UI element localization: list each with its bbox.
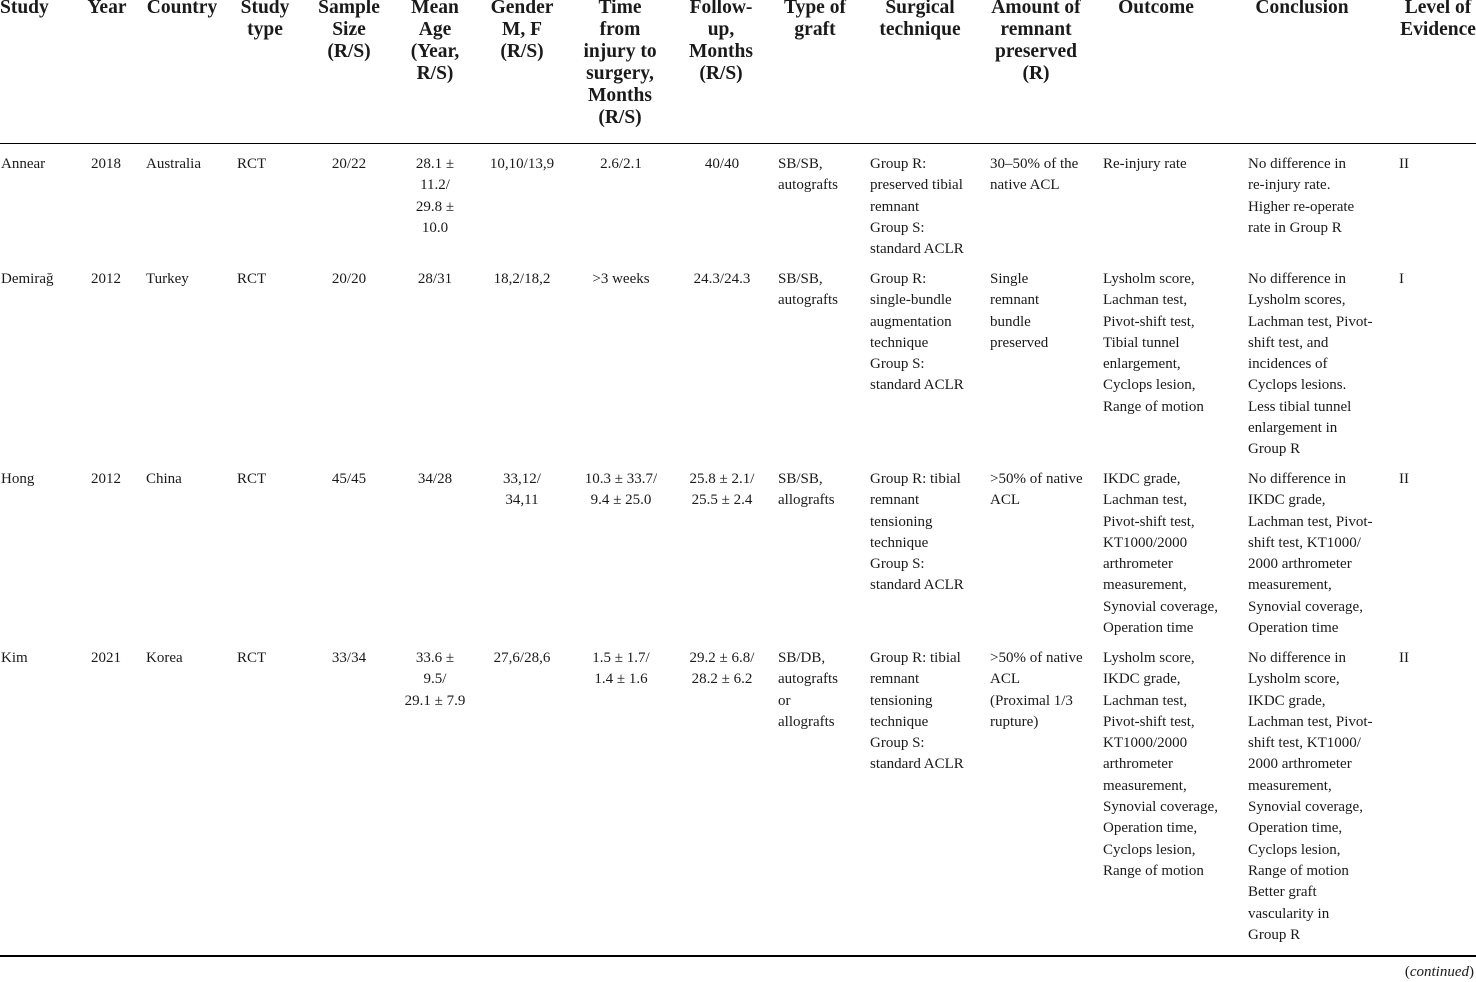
cell-line: Lachman test, [1103, 492, 1188, 509]
cell-line: No difference in [1248, 471, 1347, 487]
cell-line: allografts [778, 492, 835, 509]
cell-line: Group S: [870, 219, 925, 236]
header-graft [772, 0, 858, 41]
cell-line: Operation time, [1103, 820, 1198, 837]
cell-technique [870, 469, 964, 597]
header-line: Conclusion [1255, 0, 1349, 18]
cell-line: Lysholm score, [1103, 271, 1195, 287]
cell-study [1, 269, 53, 290]
header-remnant [984, 0, 1088, 85]
cell-line: autografts [778, 292, 838, 309]
cell-line: 34,11 [505, 492, 539, 509]
cell-line: 29.1 ± 7.9 [404, 692, 466, 709]
cell-remnant [990, 648, 1083, 733]
cell-country [146, 648, 183, 669]
cell-line: Synovial coverage, [1103, 598, 1218, 615]
cell-line: Lachman test, [1103, 692, 1188, 709]
cell-gender [482, 648, 562, 669]
cell-line: Pivot-shift test, [1103, 513, 1195, 530]
cell-line: IKDC grade, [1103, 671, 1181, 688]
header-follow-up [680, 0, 762, 85]
cell-line: Synovial coverage, [1248, 799, 1363, 816]
cell-line: Group R [1248, 926, 1301, 943]
cell-line: SB/SB, [778, 471, 823, 487]
cell-line: Hong [1, 471, 35, 487]
cell-line: arthrometer [1103, 756, 1173, 773]
cell-mean-age [396, 154, 474, 239]
cell-follow-up [680, 154, 764, 175]
cell-line: standard ACLR [870, 756, 964, 773]
cell-time-injury [574, 648, 668, 691]
cell-line: 25.8 ± 2.1/ [689, 471, 755, 487]
cell-evidence [1399, 469, 1409, 490]
cell-line: enlargement, [1103, 356, 1181, 373]
header-time-injury [574, 0, 666, 129]
header-outcome [1096, 0, 1216, 19]
cell-line: Demirağ [1, 271, 54, 287]
cell-line: Group R: [870, 156, 927, 172]
cell-study-type [237, 469, 266, 490]
cell-line: Operation time [1103, 620, 1194, 637]
cell-line: shift test, KT1000/ [1248, 735, 1361, 752]
header-line: Year [87, 0, 127, 18]
cell-line: >3 weeks [592, 271, 650, 287]
cell-country [146, 469, 182, 490]
cell-line: Australia [146, 156, 201, 172]
header-mean-age [400, 0, 470, 85]
header-line: (R/S) [500, 41, 544, 62]
cell-study-type [237, 154, 266, 175]
header-line: Study [240, 0, 290, 18]
cell-line: Cyclops lesions. [1248, 377, 1347, 394]
header-line: R/S) [416, 63, 454, 84]
cell-line: measurement, [1248, 577, 1332, 594]
cell-line: Kim [1, 650, 28, 666]
cell-line: 45/45 [331, 471, 367, 487]
cell-line: 29.2 ± 6.8/ [689, 650, 755, 666]
cell-line: rupture) [990, 713, 1039, 730]
cell-line: Group R [1248, 441, 1301, 458]
cell-year [82, 154, 130, 175]
cell-country [146, 269, 189, 290]
header-line: from [599, 19, 641, 40]
cell-line: 2000 arthrometer [1248, 556, 1352, 573]
header-line: (R) [1022, 63, 1050, 84]
cell-line: IKDC grade, [1248, 492, 1326, 509]
cell-line: 10.3 ± 33.7/ [584, 471, 658, 487]
cell-line: Single [990, 271, 1029, 287]
cell-line: standard ACLR [870, 577, 964, 594]
cell-line: SB/DB, [778, 650, 826, 666]
cell-line: RCT [237, 271, 267, 287]
header-line: Follow- [689, 0, 753, 18]
cell-line: 20/22 [331, 156, 367, 172]
cell-evidence [1399, 154, 1409, 175]
cell-line: preserved [990, 334, 1049, 351]
header-line: preserved [995, 41, 1077, 62]
header-year [84, 0, 130, 19]
cell-line: 33,12/ [503, 471, 541, 487]
cell-mean-age [396, 469, 474, 490]
cell-line: China [146, 471, 182, 487]
cell-mean-age [396, 269, 474, 290]
cell-line: Range of motion [1248, 862, 1349, 879]
header-line: injury to [583, 41, 657, 62]
cell-line: >50% of native [990, 471, 1083, 487]
cell-line: tensioning [870, 513, 933, 530]
cell-line: Lachman test, Pivot- [1248, 713, 1373, 730]
cell-line: technique [870, 713, 929, 730]
header-study [0, 0, 60, 19]
header-line: Time [598, 0, 642, 18]
cell-graft [778, 648, 838, 733]
cell-line: shift test, and [1248, 334, 1329, 351]
cell-line: SB/SB, [778, 156, 823, 172]
cell-graft [778, 154, 838, 197]
cell-sample-size [312, 648, 386, 669]
cell-line: preserved tibial [870, 177, 963, 194]
cell-line: arthrometer [1103, 556, 1173, 573]
cell-year [82, 469, 130, 490]
cell-line: technique [870, 534, 929, 551]
cell-line: standard ACLR [870, 377, 964, 394]
cell-outcome [1103, 154, 1187, 175]
cell-conclusion [1248, 648, 1373, 946]
cell-line: Pivot-shift test, [1103, 313, 1195, 330]
cell-line: Lysholm score, [1103, 650, 1195, 666]
header-technique [862, 0, 978, 41]
cell-line: Better graft [1248, 884, 1317, 901]
cell-gender [482, 154, 562, 175]
cell-line: IKDC grade, [1103, 471, 1181, 487]
cell-line: incidences of [1248, 356, 1328, 373]
cell-line: Group R: tibial [870, 471, 961, 487]
cell-evidence [1399, 269, 1404, 290]
cell-evidence [1399, 648, 1409, 669]
cell-line: 2000 arthrometer [1248, 756, 1352, 773]
cell-line: 9.5/ [423, 671, 447, 688]
cell-line: 10.0 [421, 219, 449, 236]
cell-line: SB/SB, [778, 271, 823, 287]
cell-line: Group R: [870, 271, 927, 287]
header-line: Evidence [1400, 19, 1476, 40]
cell-line: Cyclops lesion, [1248, 841, 1341, 858]
cell-line: 40/40 [704, 156, 740, 172]
cell-line: Operation time, [1248, 820, 1343, 837]
cell-line: vascularity in [1248, 905, 1330, 922]
cell-line: RCT [237, 156, 267, 172]
cell-line: native ACL [990, 177, 1060, 194]
cell-line: technique [870, 334, 929, 351]
cell-outcome [1103, 469, 1218, 639]
cell-time-injury [574, 154, 668, 175]
cell-line: Higher re-operate [1248, 198, 1355, 215]
cell-line: II [1399, 650, 1409, 666]
cell-conclusion [1248, 469, 1373, 639]
cell-study-type [237, 648, 266, 669]
cell-line: Lachman test, Pivot- [1248, 313, 1373, 330]
cell-line: I [1399, 271, 1404, 287]
header-line: Gender [490, 0, 554, 18]
cell-line: 2012 [91, 271, 121, 287]
cell-follow-up [680, 469, 764, 512]
cell-line: 2012 [91, 471, 121, 487]
cell-study [1, 648, 28, 669]
cell-follow-up [680, 648, 764, 691]
cell-line: Cyclops lesion, [1103, 377, 1196, 394]
cell-line: 11.2/ [420, 177, 450, 194]
header-line: M, F [501, 19, 543, 40]
header-line: technique [879, 19, 961, 40]
cell-line: Operation time [1248, 620, 1339, 637]
cell-outcome [1103, 648, 1218, 882]
cell-line: ACL [990, 671, 1020, 688]
cell-line: Group R: tibial [870, 650, 961, 666]
cell-line: Lysholm score, [1248, 671, 1340, 688]
cell-line: Group S: [870, 735, 925, 752]
cell-country [146, 154, 201, 175]
cell-technique [870, 269, 964, 397]
cell-line: shift test, KT1000/ [1248, 534, 1361, 551]
cell-line: 2018 [91, 156, 121, 172]
cell-line: KT1000/2000 [1103, 735, 1188, 752]
header-country [140, 0, 224, 19]
header-line: Sample [318, 0, 380, 18]
cell-line: standard ACLR [870, 241, 964, 258]
cell-line: No difference in [1248, 650, 1347, 666]
cell-study [1, 154, 45, 175]
cell-remnant [990, 154, 1078, 197]
header-line: surgery, [586, 63, 654, 84]
cell-line: Pivot-shift test, [1103, 713, 1195, 730]
cell-line: 20/20 [331, 271, 367, 287]
header-rule [0, 143, 1476, 144]
cell-line: >50% of native [990, 650, 1083, 666]
cell-line: re-injury rate. [1248, 177, 1331, 194]
cell-line: Synovial coverage, [1103, 799, 1218, 816]
cell-line: 28.1 ± [415, 156, 455, 172]
header-line: Country [146, 0, 218, 18]
cell-year [82, 269, 130, 290]
cell-line: 28.2 ± 6.2 [691, 671, 753, 688]
cell-line: Lysholm scores, [1248, 292, 1346, 309]
continued-note: (continued) [1404, 964, 1474, 980]
cell-remnant [990, 469, 1083, 512]
cell-line: (Proximal 1/3 [990, 692, 1073, 709]
header-line: (R/S) [598, 107, 642, 128]
cell-line: remnant [990, 292, 1040, 309]
cell-technique [870, 154, 964, 260]
table-bottom-rule [0, 955, 1476, 957]
header-study-type [234, 0, 296, 41]
cell-line: Cyclops lesion, [1103, 841, 1196, 858]
header-line: Level of [1404, 0, 1472, 18]
table-header [0, 0, 1476, 145]
cell-line: 18,2/18,2 [493, 271, 551, 287]
cell-line: allografts [778, 713, 835, 730]
cell-line: Lachman test, Pivot- [1248, 513, 1373, 530]
header-line: Size [332, 19, 366, 40]
cell-line: Less tibial tunnel [1248, 398, 1352, 415]
header-line: (Year, [410, 41, 460, 62]
header-line: type [247, 19, 283, 40]
cell-line: measurement, [1103, 577, 1187, 594]
cell-line: RCT [237, 650, 267, 666]
cell-line: 33/34 [331, 650, 367, 666]
cell-line: 27,6/28,6 [493, 650, 551, 666]
header-conclusion [1222, 0, 1382, 19]
header-line: (R/S) [699, 63, 743, 84]
header-line: Amount of [991, 0, 1081, 18]
header-line: Surgical [885, 0, 955, 18]
cell-line: No difference in [1248, 271, 1347, 287]
cell-line: remnant [870, 671, 920, 688]
cell-line: Annear [1, 156, 46, 172]
cell-graft [778, 269, 838, 312]
cell-line: autografts [778, 671, 838, 688]
cell-line: Re-injury rate [1103, 156, 1187, 172]
cell-study [1, 469, 34, 490]
cell-line: remnant [870, 492, 920, 509]
cell-technique [870, 648, 964, 776]
cell-line: rate in Group R [1248, 219, 1342, 236]
cell-mean-age [396, 648, 474, 712]
cell-line: 1.4 ± 1.6 [594, 671, 648, 688]
cell-line: Group S: [870, 356, 925, 373]
cell-line: tensioning [870, 692, 933, 709]
header-line: Age [418, 19, 452, 40]
cell-line: single-bundle [870, 292, 952, 309]
cell-line: Turkey [146, 271, 189, 287]
cell-sample-size [312, 154, 386, 175]
cell-line: 10,10/13,9 [489, 156, 555, 172]
cell-line: Korea [146, 650, 183, 666]
header-line: (R/S) [327, 41, 371, 62]
cell-line: 28/31 [417, 271, 453, 287]
header-line: Type of [784, 0, 846, 18]
header-line: up, [707, 19, 735, 40]
cell-line: No difference in [1248, 156, 1347, 172]
cell-line: or [778, 692, 791, 709]
cell-gender [482, 269, 562, 290]
cell-study-type [237, 269, 266, 290]
cell-follow-up [680, 269, 764, 290]
cell-outcome [1103, 269, 1204, 418]
cell-line: 2021 [91, 650, 121, 666]
header-gender [484, 0, 560, 63]
continued-label: continued [1409, 964, 1469, 980]
cell-line: Synovial coverage, [1248, 598, 1363, 615]
header-line: Months [588, 85, 652, 106]
header-sample-size [312, 0, 386, 63]
cell-line: 34/28 [417, 471, 453, 487]
cell-line: Group S: [870, 556, 925, 573]
cell-line: enlargement in [1248, 420, 1338, 437]
header-line: Months [689, 41, 753, 62]
cell-line: remnant [870, 198, 920, 215]
cell-line: Range of motion [1103, 398, 1204, 415]
cell-line: 29.8 ± [415, 198, 455, 215]
cell-line: measurement, [1103, 777, 1187, 794]
cell-remnant [990, 269, 1048, 354]
header-line: Study [0, 0, 49, 18]
cell-line: bundle [990, 313, 1031, 330]
cell-line: IKDC grade, [1248, 692, 1326, 709]
cell-line: autografts [778, 177, 838, 194]
cell-gender [482, 469, 562, 512]
cell-line: 33.6 ± [415, 650, 455, 666]
cell-line: KT1000/2000 [1103, 534, 1188, 551]
cell-sample-size [312, 469, 386, 490]
cell-sample-size [312, 269, 386, 290]
cell-line: 1.5 ± 1.7/ [592, 650, 650, 666]
cell-conclusion [1248, 269, 1373, 461]
cell-line: II [1399, 471, 1409, 487]
cell-line: augmentation [870, 313, 952, 330]
header-line: Outcome [1118, 0, 1194, 18]
cell-conclusion [1248, 154, 1354, 239]
cell-line: II [1399, 156, 1409, 172]
cell-time-injury [574, 269, 668, 290]
cell-line: ACL [990, 492, 1020, 509]
cell-line: Lachman test, [1103, 292, 1188, 309]
cell-line: 30–50% of the [990, 156, 1079, 172]
cell-line: 2.6/2.1 [600, 156, 642, 172]
cell-year [82, 648, 130, 669]
cell-line: Tibial tunnel [1103, 334, 1180, 351]
header-line: remnant [1000, 19, 1072, 40]
cell-line: 24.3/24.3 [693, 271, 751, 287]
cell-line: 9.4 ± 25.0 [590, 492, 652, 509]
header-evidence [1398, 0, 1476, 41]
cell-time-injury [574, 469, 668, 512]
header-line: graft [794, 19, 836, 40]
cell-line: Range of motion [1103, 862, 1204, 879]
cell-line: 25.5 ± 2.4 [691, 492, 753, 509]
cell-graft [778, 469, 835, 512]
header-line: Mean [411, 0, 459, 18]
cell-line: measurement, [1248, 777, 1332, 794]
cell-line: RCT [237, 471, 267, 487]
